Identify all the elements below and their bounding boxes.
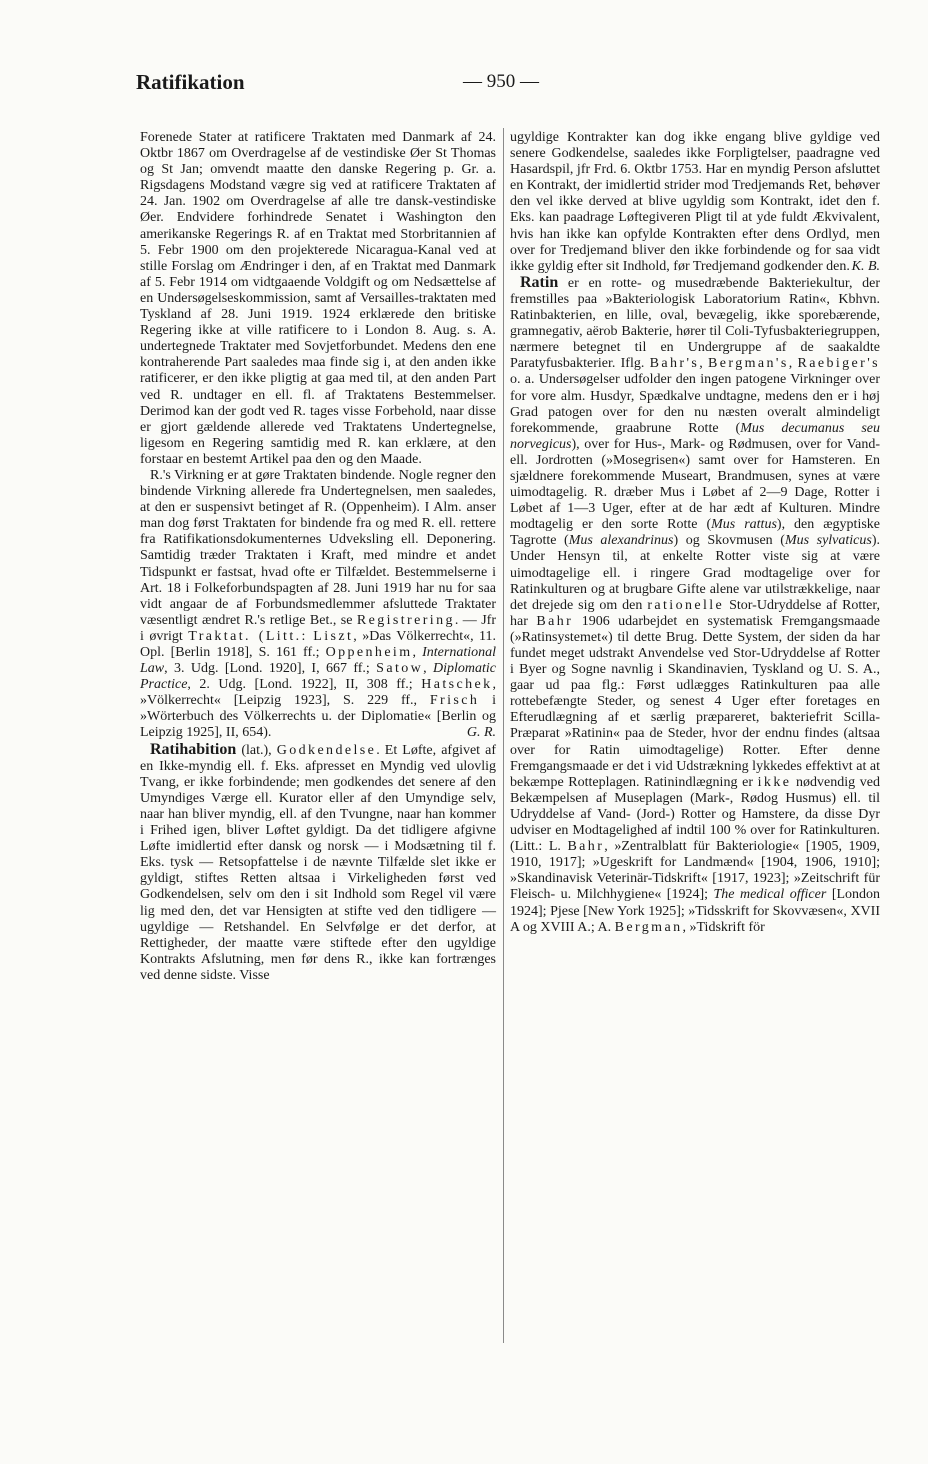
emphasized-term: ikke (757, 774, 792, 790)
author-name: Liszt (313, 628, 354, 644)
author-name: Satow (376, 661, 424, 677)
page-number: — 950 — (463, 71, 539, 92)
separator: , (412, 645, 417, 660)
author-name: Bahr (567, 839, 605, 855)
literature-ref: , »Zentralblatt für Bakteriologie« [1905, 1909, 1910, 1917]; »Ugeskrift for Landmænd« [1904, 1906, 1910]; »Skandinavisk Veterinär-Tidskrift« [1917, 1923]; »Zeitschrift für Fleisch- u. Milchhygiene« [1924]; (510, 839, 881, 903)
body-text: o. a. Undersøgelser udfolder den ingen patogene Virkninger over for vore alm. Husdyr, Spædkalve undtagne, medens den er i høj Grad patogen over for den nu næsten overalt almindeligt forekommende, graabrune Rotte ( (510, 372, 880, 436)
body-text: ), den ægyptiske Tagrotte ( (510, 517, 880, 549)
author-name: Oppenheim (325, 645, 413, 660)
author-signature: K. B. (851, 258, 880, 274)
species-name: Mus sylvaticus (784, 533, 872, 549)
species-name: Mus alexandrinus (568, 533, 674, 549)
paragraph-ratification-effect (140, 468, 496, 742)
running-head-title: Ratifikation (136, 70, 245, 94)
author-name: Frisch (429, 693, 480, 709)
author-name: Bergman (614, 919, 683, 935)
literature-ref: , »Völkerrecht« [Leipzig 1923], S. 229 ff., (140, 677, 496, 709)
author-name: Raebiger's (797, 356, 880, 372)
body-text: er en rotte- og musedræbende Bakteriekultur, der fremstilles paa »Bakteriologisk Laboratorium Ratin«, Kbhvn. Ratinbakterien, en lille, oval, bevægelig, ikke sporebærende, gramnegativ, aërob Bakterie, hører til Coli-Tyfusbakteriegruppen, nærmere betegnet til en Undergruppe af de saakaldte Paratyfusbakterier. Iflg. (510, 275, 880, 372)
separator: , (423, 661, 427, 677)
page-header (136, 70, 880, 100)
author-name: Bahr's (649, 356, 700, 372)
author-name: Hatschek (421, 677, 493, 693)
separator: , (699, 356, 703, 372)
body-text: ), over for Hus-, Mark- og Rødmusen, over for Vand- ell. Jordrotten (»Mosegrisen«) samt over for Hamsteren. En sjældnere forekommende Museart, Brandmusen, synes at være uimodtagelig. R. dræber Mus i Løbet af 2—9 Dage, Rotter i Løbet af 1—3 Uger, efter at de har ædt af Kulturen. Mindre modtagelig er den sorte Rotte ( (510, 436, 880, 533)
species-name: Mus rattus (711, 517, 777, 533)
journal-title: The medical officer (713, 887, 827, 903)
body-text: Stor-Udryddelse af Rotter, har (510, 597, 880, 629)
body-text: R.'s Virkning er at gøre Traktaten bindende. Nogle regner den bindende Virkning allerede fra Undertegnelsen, men saaledes, at den er suspensivt betinget af R. (Oppenheim). I Alm. anser man dog først Traktaten for bindende fra og med R. ell. rettere fra Ratifikationsdokumenternes Udveksling ell. Deponering. Samtidig træder Traktaten i Kraft, med mindre et andet Tidspunkt er fastsat, hvad ofte er Tilfældet. Bestemmelserne i Art. 18 i Folkeforbundspagten af 28. Juni 1919 har nu for saa vidt angaar de af Forbundsmedlemmer afsluttede Traktater væsentligt ændret R.'s retlige Bet., se (140, 467, 496, 628)
paragraph-ratification-examples: Forenede Stater at ratificere Traktaten med Danmark af 24. Oktbr 1867 om Overdragelse af de vestindiske Øer St Thomas og St Jan; omvendt maatte den danske Regering p. Gr. a. Rigsdagens Modstand vægre sig ved at ratificere Traktaten af 24. Jan. 1902 om Overdragelse af alle tre dansk-vestindiske Øer. Endvidere forhindrede Senatet i Washington den amerikanske Regerings R. af en Traktat med Storbritannien af 5. Febr 1900 om den projekterede Nicaragua-Kanal ved at stille Forslag om Ændringer i den, af en Traktat med Danmark af 5. Febr 1914 om vidtgaaende Voldgift og om Nedsættelse af en Undersøgelseskommission, samt af Versailles-traktaten med Tyskland af 28. Juni 1919. 1924 erklærede den britiske Regering ikke at ville ratificere to i London 8. Aug. s. A. undertegnede Traktater med Sovjetforbundet. Medens den ene kontraherende Part saaledes maa finde sig i, at den anden ikke ratificerer, er den ikke pligtig at gaa med til, at den anden Part ved R. undtager en ell. fl. af Traktatens Bestemmelser. Derimod kan der godt ved R. tages visse Forbehold, naar disse er gjort gældende allerede ved Traktatens Undertegnelse, ligesom en Regering samtidig med R. kan erklære, at den forstaar en bestemt Artikel paa den og den Maade. (140, 130, 496, 467)
body-text: nødvendig ved Bekæmpelsen af Museplagen (Mark-, Rødog Husmus) ell. til Udryddelse af Vand- (Jord-) Rotter og Hamstere, da disse Dyr udviser en Modtagelighed af indtil 100 % over for Ratinkulturen. (Litt.: L. (510, 774, 880, 855)
etymology: (lat.), (241, 742, 272, 758)
emphasized-term: rationelle (647, 597, 725, 613)
literature-label: . (Litt.: (245, 628, 308, 644)
literature-ref: , »Tidskrift för (682, 919, 765, 935)
literature-ref: , 3. Udg. [Lond. 1920], I, 667 ff.; (164, 661, 370, 677)
body-text: ugyldige Kontrakter kan dog ikke engang blive gyldige ved senere Godkendelse, saaledes ikke Forpligtelser, paadragne ved Hasardspil, jfr Frd. 6. Oktbr 1753. Har en myndig Person afsluttet en Kontrakt, der imidlertid strider mod Tredjemands Ret, behøver den vel ikke derved at blive ugyldig som Kontrakt, idet den f. Eks. kan paadrage Løftegiveren Pligt til at yde fuldt Ækvivalent, hvis han ikke kan opfylde Kontrakten efter dens Ordlyd, men over for Tredjemand bliver den ikke forbindende og for saa vidt ikke gyldig efter sit Indhold, før Tredjemand godkender den. (510, 130, 880, 274)
body-text: 1906 udarbejdet en systematisk Fremgangsmaade (»Ratinsystemet«) til dette Brug. Dette System, der siden da har fundet meget udstrakt Anvendelse ved Stor-Udryddelse af Rotter i Byer og Sogne navnlig i Skandinavien, Tyskland og U. S. A., gaar ud paa flg.: Først udlægges Ratinkulturen paa alle rottebefængte Steder, og senest 4 Uger efter foretages en Efterudlægning af et særlig præpareret, bakteriefrit Scilla-Præparat »Ratinin« paa de Steder, hvor der endnu findes (altsaa over for Ratin uimodtagelige) Rotter. Efter denne Fremgangsmaade er det i vid Udstrækning lykkedes effektivt at at bekæmpe Rotteplagen. Ratinindlægning er (510, 613, 880, 790)
column-divider (503, 128, 504, 1343)
body-text: ). Under Hensyn til, at enkelte Rotter viste sig at være uimodtagelige ell. i ringere Grad modtagelige over for Ratinkulturen og at brugbare Gifte alene var utilstrækkelige, naar det drejede sig om den (510, 533, 881, 613)
entry-ratihabition (140, 742, 496, 984)
left-column (140, 130, 496, 984)
headword: Ratihabition (150, 740, 237, 758)
literature-ref: , 2. Udg. [Lond. 1922], II, 308 ff.; (187, 677, 413, 693)
cross-reference: Traktat (188, 628, 245, 644)
literature-ref: , »Das Völkerrecht«, 11. Opl. [Berlin 1918], S. 161 ff.; (140, 628, 497, 660)
cross-reference: Registrering (356, 612, 455, 628)
author-name: Bahr (536, 613, 574, 629)
entry-ratin (510, 275, 880, 936)
body-text: . — Jfr i øvrigt (140, 612, 496, 644)
right-column (510, 130, 880, 936)
author-signature: G. R. (466, 725, 496, 741)
body-text: ) og Skovmusen ( (673, 533, 785, 549)
author-name: Bergman's (708, 356, 789, 372)
headword: Ratin (520, 273, 559, 291)
book-title: Diplomatic Practice (140, 661, 497, 693)
species-name: Mus decumanus seu norvegicus (510, 420, 880, 452)
paragraph-ratihabition-continued (510, 130, 880, 275)
literature-ref: i »Wörterbuch des Völkerrechts u. der Diplomatie« [Berlin og Leipzig 1925], II, 654). (140, 693, 496, 741)
literature-ref: [London 1924]; Pjese [New York 1925]; »Tidsskrift for Skovvæsen«, XVII A og XVIII A.; A. (510, 887, 881, 935)
separator: , (788, 356, 793, 372)
book-title: International Law (140, 645, 496, 677)
body-text: . Et Løfte, afgivet af en Ikke-myndig ell. f. Eks. afpresset en Myndig ved ulovlig Tvang, er ikke forbindende; men godkendes det senere af den Umyndiges Værge ell. Kurator eller af den Umyndige selv, naar han bliver myndig, ell. af den Tvungne, naar han kommer i Frihed igen, bliver Løftet gyldigt. Da det tidligere afgivne Løfte imidlertid efter dansk og norsk — i Modsætning til f. Eks. tysk — Retsopfattelse i de nævnte Tilfælde slet ikke er gyldigt, stiftes Retten altsaa i Virkeligheden først ved Godkendelsen, selv om den i sit Indhold som Regel vil være lig med den, det var Hensigten at stifte ved den tidligere — ugyldige — Retshandel. En Selvfølge er det derfor, at Rettigheder, der maatte være stiftede efter den ugyldige Kontrakts Afslutning, men før dens R., ikke kan fortrænges ved denne sidste. Visse (140, 742, 497, 983)
synonym: Godkendelse (276, 742, 377, 758)
